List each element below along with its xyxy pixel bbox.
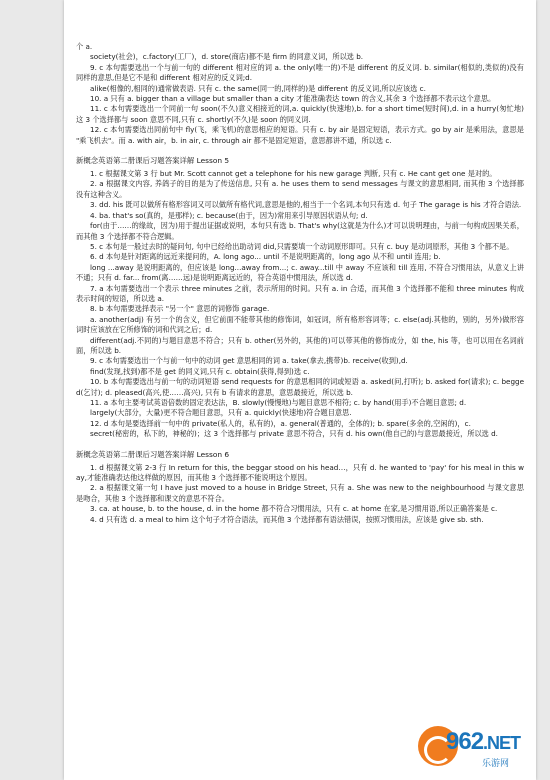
- l5-paragraph: 12. d 本句是要选择前一句中的 private(私人的，私有的)，a. general(普通的，全体的); b. spare(多余的,空闲的)，c.: [90, 418, 471, 428]
- l5-paragraph: largely(大部分，大量)更不符合题目意思，只有 a. quickly(快速地)符合题目意思.: [90, 408, 352, 418]
- l5-paragraph: a. another(adj) 有另一个的含义，但它前面不能带其他的修饰词，如冠词，所有格形容词等；c. else(adj.其他的，别的，另外)做形容词时应该放在它所修饰的词和代词之后；d.: [76, 314, 524, 335]
- l6-paragraph: 3. ca. at house, b. to the house, d. in the home 都不符合习惯用法，只有 c. at home 在家,是习惯用语,所以正确答案是 c.: [90, 504, 498, 514]
- l5-paragraph: 10. b 本句需要选出与前一句的动词短语 send requests for 的意思相同的词或短语 a. asked(问,打听); b. asked for(请求); c. begged(乞讨); d. pleased(高兴,使……高兴), 只有 b 有请求的意思，意思最接近，所以选 b.: [76, 377, 524, 397]
- document-content: [76, 42, 524, 525]
- l5-paragraph: secret(秘密的，私下的，神秘的)；这 3 个选择都与 private 意思不符合，只有 d. his own(他自己的)与意思最接近，所以选 d.: [90, 429, 498, 439]
- logo-number: 962: [446, 728, 484, 755]
- l6-paragraph: 1. d 根据课文第 2-3 行 In return for this, the beggar stood on his head…，只有 d. he wanted to 'pay' for his meal in this way,才能准确表达他这样做的原因，而其他 3 个选择都不能说明这个原因。: [76, 462, 524, 483]
- site-watermark-logo: [418, 722, 548, 776]
- l5-paragraph: 2. a 根据课文内容, 养鸽子的目的是为了传送信息, 只有 a. he uses them to send messages 与课文的意思相同, 而其他 3 个选择都没有这种含义。: [76, 179, 524, 199]
- l5-paragraph: for(由于……的缘故，因为)用于提出证据或说明，本句只有选 b. That's why(这就是为什么)才可以说明理由，与前一句构成因果关系，而其他 3 个选择都不符合逻辑。: [76, 221, 524, 241]
- l5-paragraph: 3. dd. his 既可以做所有格形容词又可以做所有格代词,意思是他的,相当于一个名词,本句只有选 d. 句子 The garage is his 才符合语法.: [90, 200, 522, 210]
- l5-paragraph: 7. a 本句需要选出一个表示 three minutes 之前，表示所用的时间。只有 a. in 合适，而其他 3 个选择都不能和 three minutes 构成表示时间的短语，所以选 a.: [76, 283, 524, 303]
- previous-section: [76, 42, 524, 146]
- l5-paragraph: 1. c 根据课文第 3 行 but Mr. Scott cannot get a telephone for his new garage 判断, 只有 c. He cant get one 是对的。: [90, 169, 497, 179]
- l5-paragraph: find(发现,找到)都不是 get 的同义词,只有 c. obtain(获得,得到)选 c.: [90, 366, 310, 376]
- l6-paragraph: 2. a 根据课文第一句 I have just moved to a house in Bridge Street, 只有 a. She was new to the neighbourhood 与课文意思是吻合，其他 3 个选择都和课文的意思不符合。: [76, 483, 524, 503]
- l5-paragraph: 11. a 本句主要考试英语倍数的固定表达法，B. slowly(慢慢地)与题目意思不相符; c. by hand(用手)不合题目意思; d.: [90, 398, 467, 407]
- prev-paragraph: 个 a.: [76, 42, 93, 51]
- prev-paragraph: society(社会)，c.factory(工厂)，d. store(商店)都不是 firm 的同意义词，所以选 b.: [90, 52, 364, 62]
- l5-paragraph: different(adj.不同的)与题目意思不符合；只有 b. other(另外的，其他的)可以带其他的修饰成分，如 the, his 等，也可以用在名词前面，所以选 b.: [76, 335, 524, 355]
- l5-paragraph: 6. d 本句是针对距离的远近来提问的，A. long ago... until 不是说明距离的，long ago 从不和 until 连用; b.: [90, 252, 441, 262]
- logo-suffix: .NET: [483, 733, 521, 753]
- prev-paragraph: alike(相像的,相同的)通常做表语. 只有 c. the same(同一的,同样的)是 different 的反义词,所以应该选 c.: [90, 83, 426, 93]
- prev-paragraph: 11. c 本句需要选出一个同前一句 soon(不久)意义相接近的词,a. quickly(快速地),b. for a short time(短时间),d. in a hurry(匆忙地)这 3 个选择都与 soon 意思不同,只有 c. shortly(不久)是 soon 的同义词.: [76, 104, 524, 124]
- l5-paragraph: long ...away 是说明距离的，但应该是 long...away from...; c. away...till 中 away 不应该和 till 连用, 不符合习惯用法，从意义上讲不通；只有 d. far... from(离……远)是说明距离远近的，符合英语中惯用法，所以选 d.: [76, 262, 524, 283]
- l5-paragraph: 9. c 本句需要选出一个与前一句中的动词 get 意思相同的词 a. take(拿去,携带)b. receive(收到),d.: [90, 356, 408, 366]
- lesson6-title: 新概念英语第二册课后习题答案详解 Lesson 6: [76, 449, 230, 459]
- logo-subtitle: 乐游网: [482, 759, 510, 769]
- l5-paragraph: 8. b 本句需要选择表示 "另一个" 意思的词修饰 garage.: [90, 304, 270, 314]
- l5-paragraph: 4. ba. that's so(真的，是那样); c. because(由于，因为)常用来引导原因状语从句; d.: [90, 210, 368, 220]
- l6-paragraph: 4. d 只有选 d. a meal to him 这个句子才符合语法，而其他 3 个选择都有语法错误，按照习惯用法，应该是 give sb. sth.: [90, 514, 484, 524]
- lesson5-title: 新概念英语第二册课后习题答案详解 Lesson 5: [76, 156, 230, 166]
- prev-paragraph: 9. c 本句需要选出一个与前一句的 different 相对应的词 a. the only(唯一的)不是 different 的反义词. b. similar(相似的,类似的)没有同样的意思,但是它不是和 different 相对应的反义词;d.: [76, 62, 524, 83]
- l5-paragraph: 5. c 本句是一般过去时的疑问句, 句中已经给出助动词 did,只需要填一个动词原形即可。只有 c. buy 是动词原形，其他 3 个都不是。: [90, 241, 514, 251]
- document-page: [64, 0, 536, 780]
- lesson5-body: [76, 169, 524, 440]
- prev-paragraph: 10. a 只有 a. bigger than a village but smaller than a city 才能准确表达 town 的含义,其余 3 个选择都不表示这个意思。: [90, 94, 496, 104]
- prev-paragraph: 12. c 本句需要选出同前句中 fly(飞，乘飞机)的意思相应的短语。只有 c. by air 是固定短语，表示方式。go by air 是乘用法，意思是 "乘飞机去"。而 a. with air，b. in air, c. through air 都不是固定短语，意思都讲不通，所以选 c.: [76, 125, 524, 145]
- lesson6-body: [76, 463, 524, 525]
